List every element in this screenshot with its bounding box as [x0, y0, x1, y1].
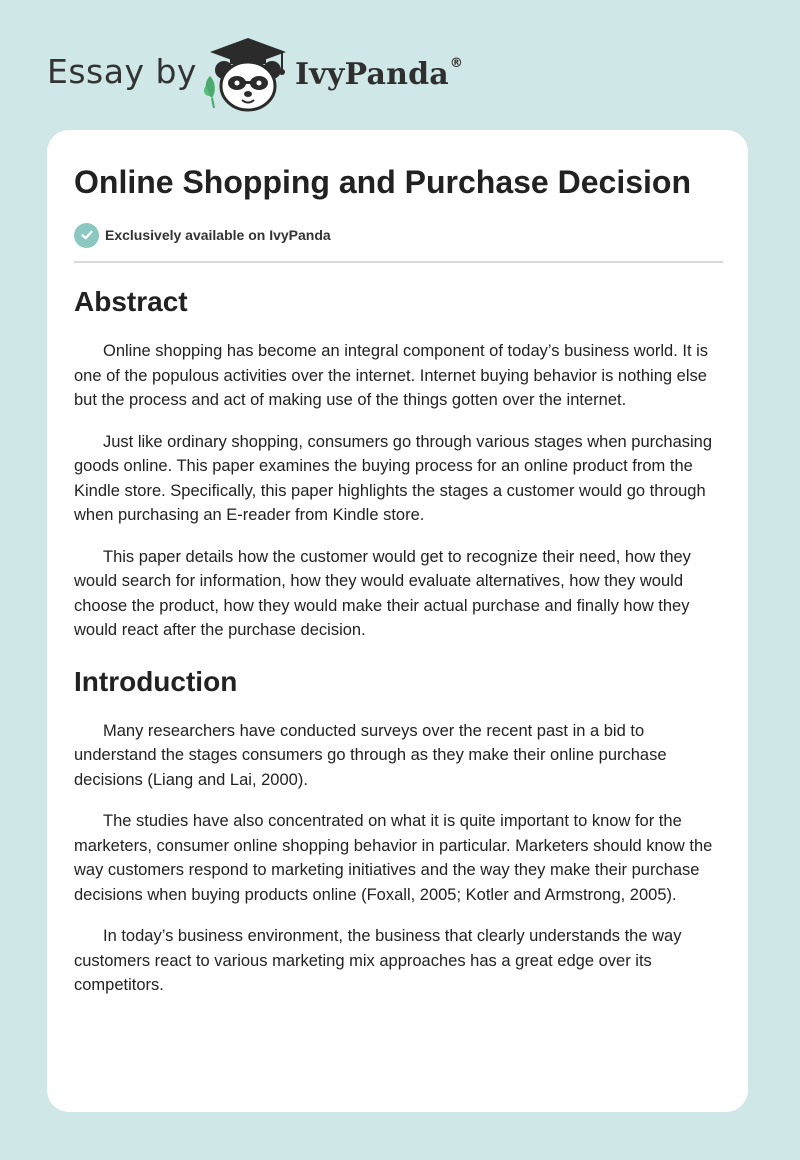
paragraph: In today’s business environment, the business that clearly understands the way customers react to various marketing mix approaches has a great edge over its competitors.	[74, 927, 682, 994]
exclusive-badge	[74, 222, 331, 248]
page-title: Online Shopping and Purchase Decision	[74, 164, 691, 200]
brand-logo[interactable]	[295, 56, 463, 92]
exclusive-badge-label: Exclusively available on IvyPanda	[105, 227, 331, 243]
title-divider	[74, 261, 723, 263]
paragraph: Many researchers have conducted surveys over the recent past in a bid to understand the stages consumers go through as they make their online purchase decisions (Liang and Lai, 2000).	[74, 721, 667, 789]
paragraph: This paper details how the customer would get to recognize their need, how they would search for information, how they would evaluate alternatives, how they would choose the product, how they would make their actual purchase and finally how they would react after the purchase decision.	[74, 547, 691, 639]
paragraph: The studies have also concentrated on what it is quite important to know for the marketers, consumer online shopping behavior in particular. Marketers should know the way customers respond to marketing initiatives and the way they make their purchase decisions when buying products online (Foxall, 2005; Kotler and Armstrong, 2005).	[74, 812, 713, 904]
site-header	[0, 0, 800, 128]
check-circle-icon	[74, 223, 99, 248]
section-heading-abstract: Abstract	[74, 286, 188, 317]
brand-name: IvyPanda	[295, 57, 449, 92]
paragraph: Online shopping has become an integral component of today’s business world. It is one of the populous activities over the internet. Internet buying behavior is nothing else but the process and act of making use of the things gotten over the internet.	[74, 342, 709, 409]
essay-by-label: Essay by	[47, 52, 197, 91]
paragraph: Just like ordinary shopping, consumers go through various stages when purchasing goods online. This paper examines the buying process for an online product from the Kindle store. Specifically, this paper highlights the stages a customer would go through when purchasing an E-reader from Kindle store.	[74, 432, 713, 524]
panda-graduate-icon[interactable]	[202, 36, 294, 114]
section-heading-introduction: Introduction	[74, 665, 238, 697]
essay-card	[47, 130, 748, 1112]
essay-body	[74, 280, 726, 998]
registered-mark: ®	[449, 56, 464, 71]
